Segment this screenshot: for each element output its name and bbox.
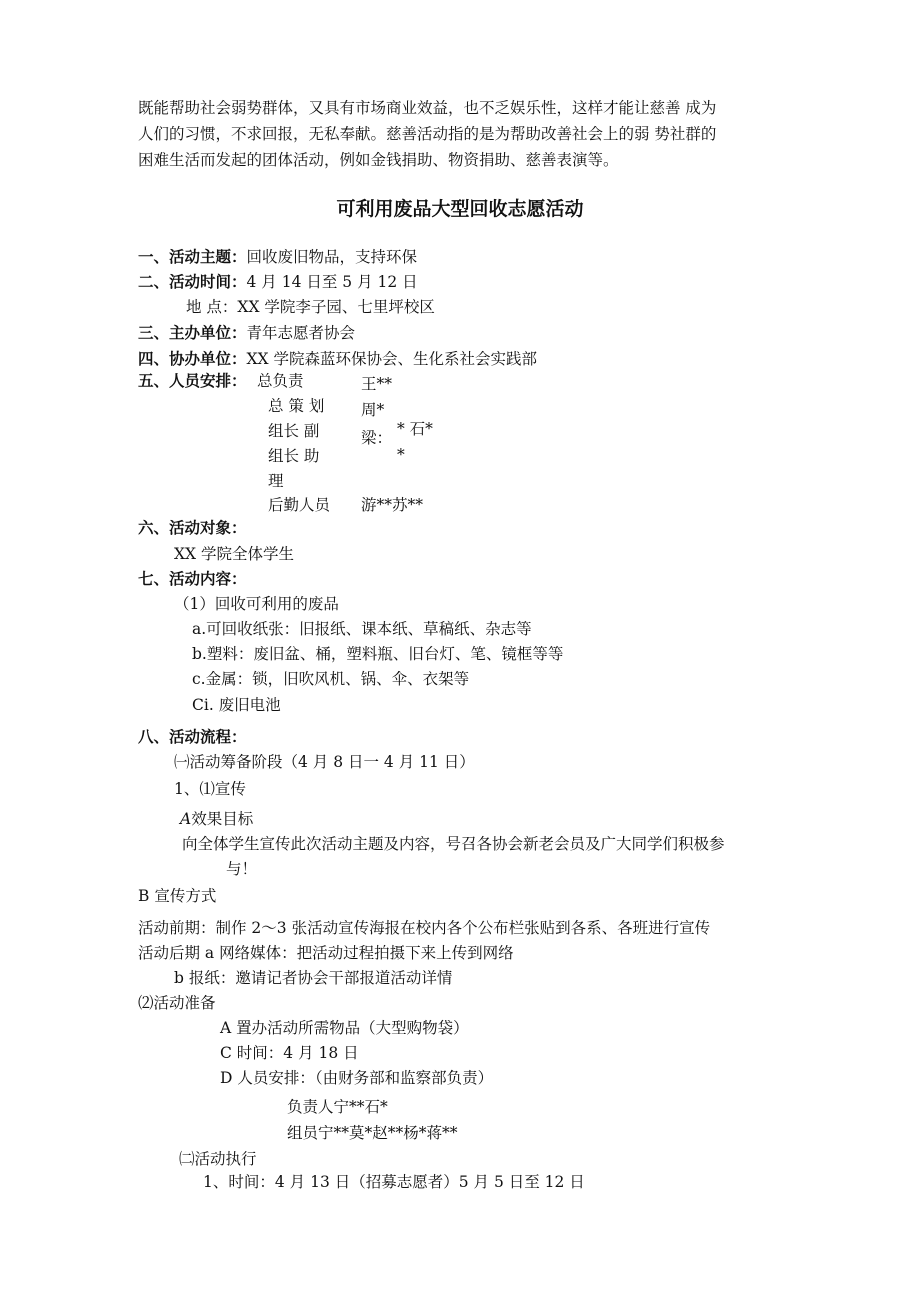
section-content-label: 七、活动内容： [138, 570, 247, 588]
publicity-method-1: 活动前期：制作 2～3 张活动宣传海报在校内各个公布栏张贴到各系、各班进行宣传 [138, 919, 711, 937]
staff-name-6: 游**苏** [361, 496, 424, 514]
place-line: 地 点：XX 学院李子园、七里坪校区 [186, 298, 435, 316]
section-staff-label: 五、人员安排： [138, 372, 247, 390]
staff-name-5: * [397, 446, 405, 464]
staff-role-6: 后勤人员 [268, 496, 331, 514]
section-organizer-text: 青年志愿者协会 [246, 324, 356, 342]
preparation-heading: ⑵活动准备 [138, 994, 216, 1012]
section-organizer-label: 三、主办单位： [138, 324, 247, 342]
content-item-plastic: b.塑料：废旧盆、桶，塑料瓶、旧台灯、笔、镜框等等 [192, 645, 564, 663]
preparation-item-a: A 置办活动所需物品（大型购物袋） [220, 1019, 469, 1037]
process-phase-2: ㈡活动执行 [179, 1150, 257, 1168]
staff-name-1: 王** [361, 375, 393, 393]
section-process-label: 八、活动流程： [138, 728, 247, 746]
staff-name-4: * 石* [397, 420, 433, 438]
section-co-organizer-text: XX 学院森蓝环保协会、生化系社会实践部 [246, 350, 538, 368]
process-phase-1: ㈠活动筹备阶段（4 月 8 日一 4 月 11 日） [174, 753, 475, 771]
section-time [138, 272, 418, 292]
section-co-organizer-label: 四、协办单位： [138, 350, 247, 368]
document-title: 可利用废品大型回收志愿活动 [336, 198, 584, 220]
effect-goal-mark: A [180, 810, 192, 828]
publicity-method-2: 活动后期 a 网络媒体：把活动过程拍摄下来上传到网络 [138, 944, 514, 962]
section-audience-label: 六、活动对象： [138, 519, 247, 537]
section-theme-label: 一、活动主题： [138, 248, 247, 266]
preparation-lead: 负责人宁**石* [287, 1098, 388, 1116]
intro-line-3: 困难生活而发起的团体活动，例如金钱捐助、物资捐助、慈善表演等。 [138, 151, 619, 169]
content-subheading: （1）回收可利用的废品 [174, 595, 339, 613]
preparation-members: 组员宁**莫*赵**杨*蒋** [287, 1124, 458, 1142]
intro-line-2: 人们的习惯，不求回报，无私奉献。慈善活动指的是为帮助改善社会上的弱 势社群的 [138, 125, 717, 143]
staff-role-1: 总负责 [257, 372, 304, 390]
section-organizer [138, 323, 355, 343]
effect-description-line-2: 与！ [226, 860, 258, 878]
publicity-method-3: b 报纸：邀请记者协会干部报道活动详情 [174, 969, 453, 987]
staff-role-2: 总 策 划 [268, 397, 325, 415]
execution-time: 1、时间：4 月 13 日（招募志愿者）5 月 5 日至 12 日 [203, 1173, 585, 1191]
staff-name-3: 梁： [361, 429, 393, 447]
process-publicity: 1、⑴宣传 [174, 780, 246, 798]
staff-name-2: 周* [361, 401, 385, 419]
section-audience-text: XX 学院全体学生 [174, 545, 294, 563]
preparation-item-d: D 人员安排：（由财务部和监察部负责） [220, 1069, 494, 1087]
content-item-battery: Ci. 废旧电池 [192, 696, 281, 714]
publicity-method-heading: B 宣传方式 [138, 887, 217, 905]
effect-description-line-1: 向全体学生宣传此次活动主题及内容，号召各协会新老会员及广大同学们积极参 [182, 835, 725, 853]
section-theme [138, 247, 417, 267]
preparation-item-c: C 时间：4 月 18 日 [220, 1044, 359, 1062]
content-item-metal: c.金属：锁，旧吹风机、锅、伞、衣架等 [192, 670, 470, 688]
content-item-paper: a.可回收纸张：旧报纸、课本纸、草稿纸、杂志等 [192, 620, 532, 638]
section-theme-text: 回收废旧物品，支持环保 [246, 248, 418, 266]
effect-goal-text: 效果目标 [191, 810, 254, 828]
staff-role-3: 组长 副 [268, 422, 320, 440]
staff-role-5: 理 [268, 472, 284, 490]
process-effect-goal [180, 809, 253, 829]
intro-line-1: 既能帮助社会弱势群体，又具有市场商业效益，也不乏娱乐性，这样才能让慈善 成为 [138, 99, 717, 117]
staff-role-4: 组长 助 [268, 447, 320, 465]
section-time-text: 4 月 14 日至 5 月 12 日 [246, 273, 418, 291]
section-time-label: 二、活动时间： [138, 273, 247, 291]
section-co-organizer [138, 349, 537, 369]
